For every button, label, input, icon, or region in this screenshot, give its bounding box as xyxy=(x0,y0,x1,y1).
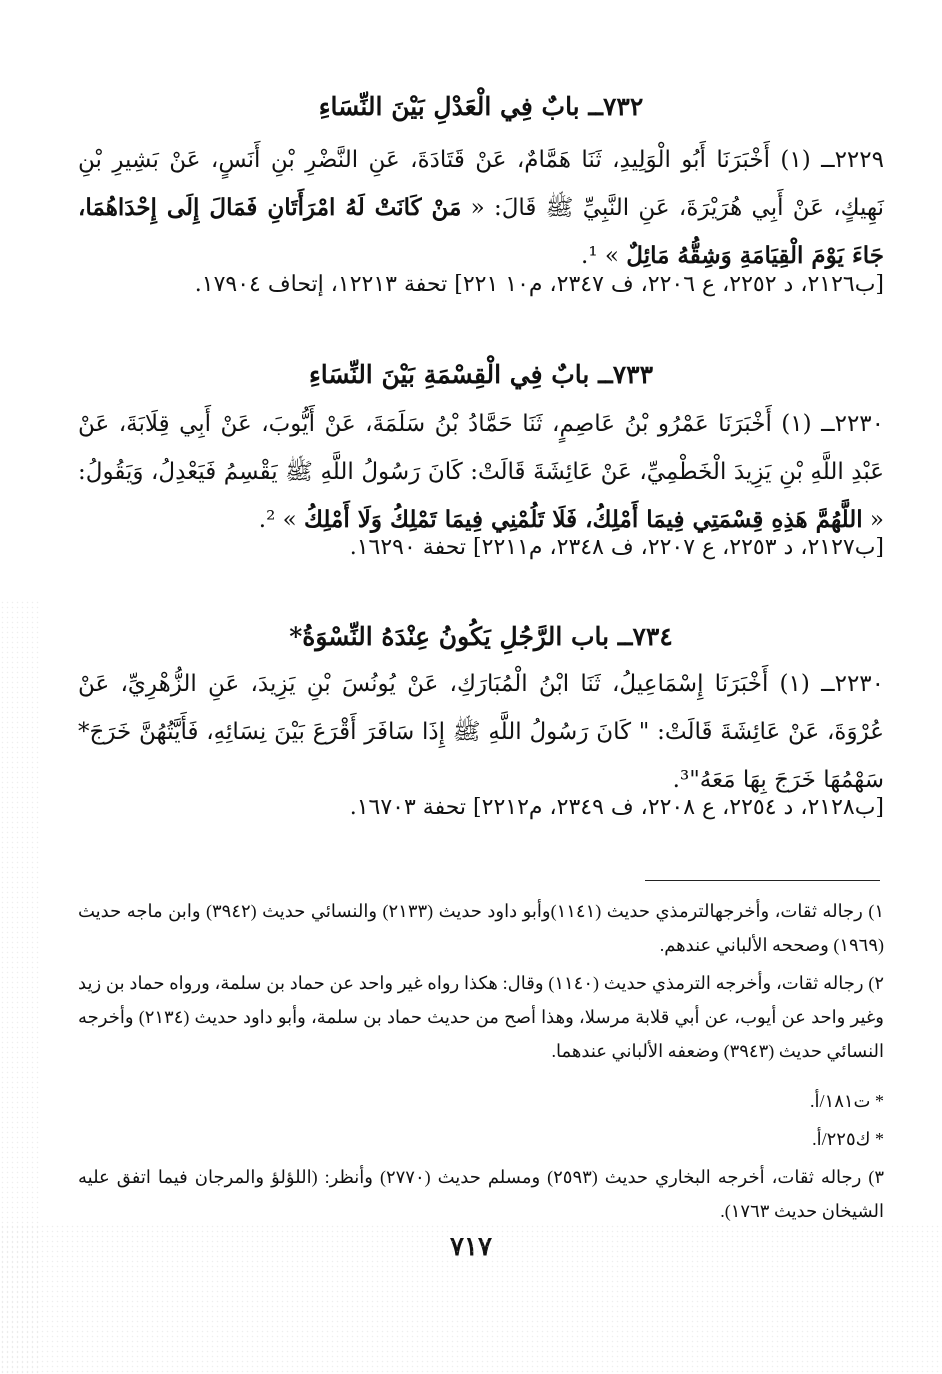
hadith-chain: ٢٢٢٩ــ (١) أَخْبَرَنَا أَبُو الْوَلِيدِ، ثَنَا هَمَّامٌ، عَنْ قَتَادَةَ، عَنِ النَّضْرِ بْنِ أَنَسٍ، عَنْ بَشِيرِ بْنِ نَهِيكٍ، عَنْ أَبِي هُرَيْرَةَ، عَنِ النَّبِيِّ ﷺ قَالَ: « xyxy=(78,147,884,221)
hadith-2230b xyxy=(78,660,884,804)
footnote-marker-k: * ك٢٢٥/أ. xyxy=(812,1129,884,1149)
footnote-3: ٣) رجاله ثقات، أخرجه البخاري حديث (٢٥٩٣) ومسلم حديث (٢٧٧٠) وأنظر: (اللؤلؤ والمرجان فيما اتفق عليه الشيخان حديث ١٧٦٣). xyxy=(78,1167,884,1221)
scan-speckle xyxy=(0,1224,942,1374)
chapter-heading-733: ٧٣٣ــ بابٌ فِي الْقِسْمَةِ بَيْنَ النِّسَاءِ xyxy=(308,360,654,389)
hadith-references: [ب٢١٢٨، د ٢٢٥٤، ع ٢٢٠٨، ف ٢٣٤٩، م٢٢١٢] تحفة ١٦٧٠٣. xyxy=(349,795,884,820)
hadith-chain: ٢٢٣٠ــ (١) أَخْبَرَنَا إِسْمَاعِيلُ، ثَنَا ابْنُ الْمُبَارَكِ، عَنْ يُونُسَ بْنِ يَزِيدَ، عَنِ الزُّهْرِيِّ، عَنْ عُرْوَةَ، عَنْ عَائِشَةَ قَالَتْ: " كَانَ رَسُولُ اللَّهِ ﷺ إِذَا سَافَرَ أَقْرَعَ بَيْنَ نِسَائِهِ، فَأَيَّتُهُنَّ خَرَجَ* سَهْمُهَا خَرَجَ بِهَا مَعَهُ"³. xyxy=(78,671,885,793)
hadith-2230 xyxy=(78,400,884,544)
chapter-heading-734: ٧٣٤ــ باب الرَّجُلِ يَكُونُ عِنْدَهُ النِّسْوَةُ* xyxy=(289,622,673,651)
hadith-chain: ٢٢٣٠ــ (١) أَخْبَرَنَا عَمْرُو بْنُ عَاصِمٍ، ثَنَا حَمَّادُ بْنُ سَلَمَةَ، عَنْ أَيُّوبَ، عَنْ أَبِي قِلَابَةَ، عَنْ عَبْدِ اللَّهِ بْنِ يَزِيدَ الْخَطْمِيِّ، عَنْ عَائِشَةَ قَالَتْ: كَانَ رَسُولُ اللَّهِ ﷺ يَقْسِمُ فَيَعْدِلُ، وَيَقُولُ: « xyxy=(78,411,885,533)
footnote-marker-t: * ت١٨١/أ. xyxy=(810,1091,884,1111)
scan-speckle-side xyxy=(0,600,40,1374)
hadith-end: » ². xyxy=(258,507,305,533)
hadith-end: » ¹. xyxy=(581,243,627,269)
hadith-2229 xyxy=(78,136,884,280)
chapter-heading-732: ٧٣٢ــ بابٌ فِي الْعَدْلِ بَيْنَ النِّسَاءِ xyxy=(318,92,644,121)
hadith-matn: اللَّهُمَّ هَذِهِ قِسْمَتِي فِيمَا أَمْلِكُ، فَلَا تَلُمْنِي فِيمَا تَمْلِكُ وَلَا أَمْلِكُ xyxy=(304,506,863,533)
hadith-references: [ب٢١٢٧، د ٢٢٥٣، ع ٢٢٠٧، ف ٢٣٤٨، م٢٢١١] تحفة ١٦٢٩٠. xyxy=(349,535,884,560)
footnote-1: ١) رجاله ثقات، وأخرجهالترمذي حديث (١١٤١)وأبو داود حديث (٢١٣٣) والنسائي حديث (٣٩٤٢) وابن ماجه حديث (١٩٦٩) وصححه الألباني عندهم. xyxy=(78,901,885,955)
hadith-references: [ب٢١٢٦، د ٢٢٥٢، ع ٢٢٠٦، ف ٢٣٤٧، م١٠ ٢٢١] تحفة ١٢٢١٣، إتحاف ١٧٩٠٤. xyxy=(194,272,884,297)
page-number: ٧١٧ xyxy=(450,1232,492,1262)
hadith-matn: مَنْ كَانَتْ لَهُ امْرَأَتَانِ فَمَالَ إِلَى إِحْدَاهُمَا، جَاءَ يَوْمَ الْقِيَامَةِ وَشِقُّهُ مَائِلٌ xyxy=(78,194,884,269)
footnote-separator xyxy=(645,880,880,881)
footnote-2: ٢) رجاله ثقات، وأخرجه الترمذي حديث (١١٤٠) وقال: هكذا رواه غير واحد عن حماد بن سلمة، ورواه حماد بن زيد وغير واحد عن أيوب، عن أبي قلابة مرسلا، وهذا أصح من حديث حماد بن سلمة، وأبو داود حديث (٢١٣٤) وأخرجه النسائي حديث (٣٩٤٣) وضعفه الألباني عندهما. xyxy=(78,973,884,1061)
